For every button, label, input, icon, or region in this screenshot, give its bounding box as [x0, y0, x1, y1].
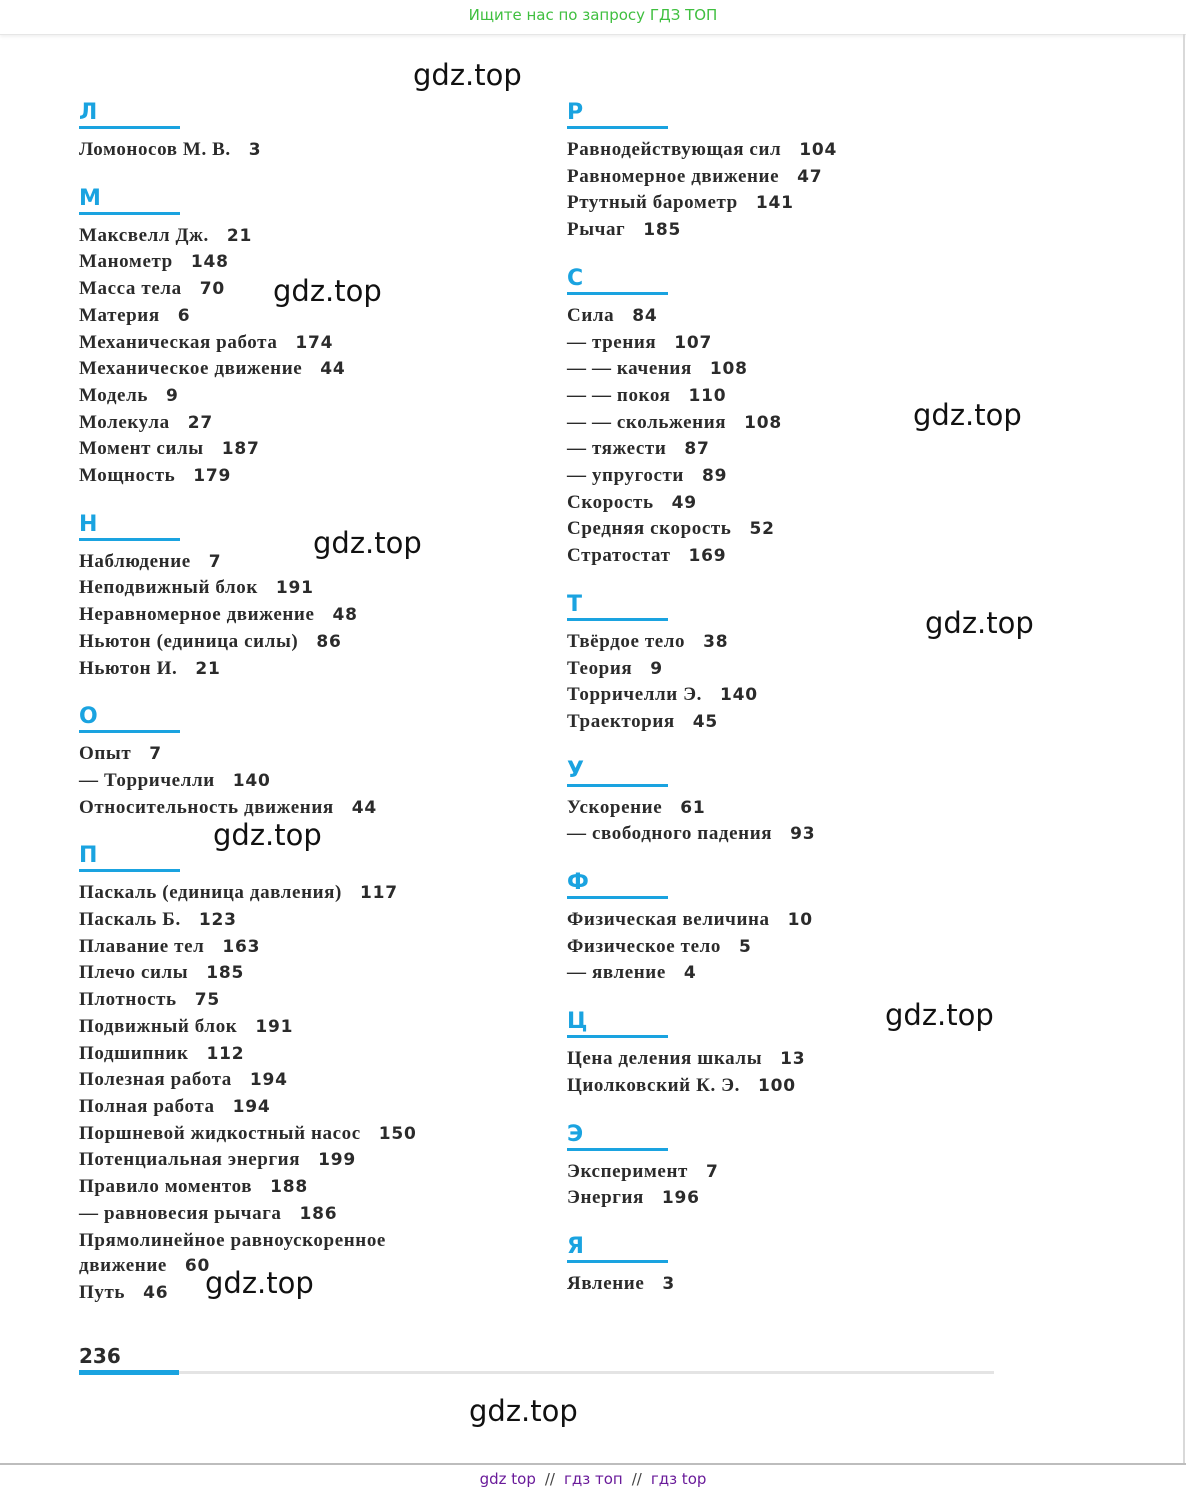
index-entry: [79, 602, 417, 629]
index-term: Средняя скорость: [567, 518, 732, 540]
index-page-ref: 199: [318, 1150, 356, 1171]
index-entry: [567, 1073, 837, 1100]
index-page-ref: 148: [190, 252, 229, 273]
section-letter: Э: [567, 1122, 668, 1151]
section-gap: [567, 736, 837, 758]
index-term: Физическая величина: [567, 909, 770, 931]
index-page-ref: 7: [149, 744, 162, 765]
index-term: Явление: [567, 1272, 645, 1294]
footer-link[interactable]: гдз top: [650, 1470, 707, 1488]
index-entry: [567, 190, 837, 217]
index-page-ref: 87: [684, 439, 710, 460]
search-banner: Ищите нас по запросу ГДЗ ТОП: [0, 0, 1186, 35]
index-page-ref: 89: [701, 466, 728, 487]
index-term: — тяжести: [567, 438, 667, 460]
index-entry: [79, 436, 417, 463]
index-entry: [567, 516, 837, 543]
section-letter: О: [79, 704, 180, 733]
index-term: Равнодействующая сил: [567, 139, 782, 160]
index-term: Рычаг: [567, 219, 626, 241]
index-term: — равновесия рычага: [79, 1202, 282, 1224]
index-page-ref: 9: [650, 658, 663, 679]
index-term: Наблюдение: [79, 550, 191, 572]
index-entry: [567, 330, 837, 357]
index-page-ref: 196: [661, 1188, 700, 1209]
index-page-ref: 48: [332, 605, 358, 626]
index-entry: [79, 1174, 417, 1201]
index-page-ref: 49: [671, 492, 697, 513]
footer-link[interactable]: gdz top: [479, 1470, 536, 1488]
section-letter: М: [79, 186, 180, 215]
index-entry: [567, 629, 837, 656]
index-entry: [79, 656, 417, 683]
index-term: Стратостат: [567, 545, 671, 567]
index-page-ref: 9: [166, 385, 179, 406]
index-term: движение: [79, 1255, 167, 1277]
section-gap: [567, 987, 837, 1009]
page-right-border: [1183, 34, 1185, 1464]
page-footer-rule: [179, 1371, 994, 1374]
index-term: Момент силы: [79, 438, 204, 460]
index-page-ref: 110: [688, 385, 727, 406]
index-term: — свободного падения: [567, 823, 773, 845]
index-page-ref: 46: [143, 1282, 169, 1303]
index-term: Ускорение: [567, 796, 663, 818]
section-letter: Т: [567, 592, 668, 621]
index-term: Энергия: [567, 1187, 644, 1209]
index-entry: [567, 709, 837, 736]
index-term: Полная работа: [79, 1095, 215, 1117]
index-entry: [79, 1014, 417, 1041]
index-page-ref: 185: [206, 963, 245, 984]
index-entry: [567, 436, 837, 463]
index-term: Цена деления шкалы: [567, 1048, 763, 1070]
index-term: Траектория: [567, 710, 675, 732]
index-term: — трения: [567, 331, 657, 353]
watermark: gdz.top: [213, 818, 322, 852]
index-entry: [567, 356, 837, 383]
index-page-ref: 185: [643, 220, 682, 241]
section-gap: [79, 490, 417, 512]
index-term: Подшипник: [79, 1042, 189, 1064]
section-letter: П: [79, 843, 180, 872]
section-letter: Н: [79, 512, 180, 541]
index-page-ref: 174: [295, 332, 334, 353]
index-entry: [79, 960, 417, 987]
index-entry: [79, 383, 417, 410]
index-page-ref: 100: [758, 1075, 796, 1096]
index-page-ref: 70: [199, 279, 225, 300]
index-entry: [567, 543, 837, 570]
index-term: Правило моментов: [79, 1176, 253, 1198]
index-term: — явление: [567, 962, 666, 984]
index-entry: [79, 934, 417, 961]
index-term: Мощность: [79, 465, 176, 487]
index-term: Поршневой жидкостный насос: [79, 1122, 361, 1144]
index-term: Паскаль Б.: [79, 909, 181, 931]
index-entry: [567, 1271, 837, 1298]
index-entry: [567, 907, 837, 934]
index-term: Равномерное движение: [567, 165, 780, 187]
section-letter: Л: [79, 100, 180, 129]
index-term: Материя: [79, 304, 160, 326]
index-page-ref: 191: [255, 1016, 294, 1037]
index-entry: [567, 303, 837, 330]
footer-divider: [0, 1463, 1186, 1465]
index-page-ref: 5: [738, 936, 752, 957]
index-term: Плотность: [79, 989, 177, 1011]
index-entry: [79, 463, 417, 490]
index-page-ref: 7: [208, 551, 222, 572]
index-entry: [567, 1185, 837, 1212]
section-gap: [567, 848, 837, 870]
index-entry: [79, 223, 417, 250]
watermark: gdz.top: [469, 1394, 578, 1428]
watermark: gdz.top: [313, 526, 422, 560]
index-page-ref: 6: [177, 305, 191, 326]
index-term: Циолковский К. Э.: [567, 1074, 740, 1096]
index-page-ref: 107: [674, 332, 713, 353]
index-entry: [567, 217, 837, 244]
section-gap: [79, 164, 417, 186]
index-entry: [567, 960, 837, 987]
page-number: 236: [79, 1344, 121, 1368]
index-term: Прямолинейное равноускоренное: [79, 1229, 386, 1251]
index-term: Максвелл Дж.: [79, 224, 209, 246]
index-page-ref: 52: [749, 519, 775, 540]
index-term: Относительность движения: [79, 796, 334, 818]
index-entry: [79, 356, 417, 383]
index-page-ref: 186: [299, 1203, 338, 1224]
index-entry: [567, 1046, 837, 1073]
index-page-ref: 191: [275, 578, 314, 599]
index-entry: [567, 682, 837, 709]
watermark: gdz.top: [885, 998, 994, 1032]
index-term: Теория: [567, 657, 633, 679]
index-term: Опыт: [79, 743, 132, 765]
section-gap: [567, 244, 837, 266]
index-column-right: [567, 100, 837, 1298]
index-term: — — качения: [567, 358, 692, 380]
index-entry: [79, 1121, 417, 1148]
index-entry: [79, 1228, 417, 1254]
index-page-ref: 169: [688, 546, 727, 567]
index-term: Путь: [79, 1281, 126, 1303]
index-page-ref: 194: [249, 1070, 288, 1091]
index-entry: [567, 410, 837, 437]
index-page-ref: 123: [198, 910, 237, 931]
index-page-ref: 13: [780, 1049, 806, 1070]
footer-separator: //: [544, 1470, 555, 1488]
index-entry: [79, 137, 417, 164]
index-page-ref: 61: [680, 797, 706, 818]
index-term: Ломоносов М. В.: [79, 139, 231, 160]
index-page-ref: 179: [193, 466, 232, 487]
index-page-ref: 108: [744, 412, 783, 433]
index-page-ref: 47: [797, 166, 823, 187]
index-page-ref: 4: [683, 963, 697, 984]
index-entry: [79, 249, 417, 276]
index-page-ref: 140: [720, 685, 758, 706]
index-term: Подвижный блок: [79, 1015, 238, 1037]
index-page-ref: 21: [226, 225, 253, 246]
index-entry: [567, 137, 837, 164]
index-term: Молекула: [79, 411, 170, 433]
index-page-ref: 44: [320, 359, 346, 380]
index-entry: [567, 463, 837, 490]
index-entry: [567, 934, 837, 961]
section-gap: [567, 570, 837, 592]
index-page-ref: 117: [359, 883, 398, 904]
index-entry: [79, 410, 417, 437]
index-page-ref: 75: [194, 990, 220, 1011]
index-term: Ньютон И.: [79, 657, 178, 679]
section-letter: Ц: [567, 1009, 668, 1038]
index-term: — Торричелли: [79, 769, 215, 791]
watermark: gdz.top: [925, 606, 1034, 640]
index-entry: [79, 987, 417, 1014]
index-entry: [79, 1201, 417, 1228]
index-page-ref: 93: [790, 824, 816, 845]
index-term: Торричелли Э.: [567, 684, 703, 706]
index-page-ref: 86: [316, 631, 342, 652]
index-page-ref: 3: [662, 1273, 675, 1294]
index-page-ref: 45: [692, 711, 719, 732]
index-term: Механическая работа: [79, 331, 278, 353]
section-letter: С: [567, 266, 668, 295]
index-entry: [567, 795, 837, 822]
index-term: Неравномерное движение: [79, 604, 315, 626]
section-letter: Ф: [567, 870, 668, 899]
index-term: Плавание тел: [79, 935, 205, 957]
index-term: Паскаль (единица давления): [79, 882, 342, 904]
index-term: Сила: [567, 304, 615, 326]
footer-links: [0, 1470, 1186, 1488]
section-letter: У: [567, 758, 668, 787]
index-entry: [79, 330, 417, 357]
index-page-ref: 141: [755, 193, 794, 214]
index-term: Модель: [79, 384, 148, 406]
index-entry: [79, 1147, 417, 1174]
index-term: — — скольжения: [567, 411, 727, 433]
index-entry: [567, 164, 837, 191]
index-term: Полезная работа: [79, 1069, 232, 1091]
index-entry: [79, 880, 417, 907]
page-number-underline: [79, 1370, 179, 1375]
index-entry: [567, 490, 837, 517]
index-term: Эксперимент: [567, 1160, 688, 1182]
index-entry: [79, 768, 417, 795]
section-gap: [567, 1100, 837, 1122]
index-term: — — покоя: [567, 384, 671, 406]
index-term: Масса тела: [79, 278, 182, 300]
section-letter: Я: [567, 1234, 668, 1263]
footer-link[interactable]: гдз топ: [563, 1470, 623, 1488]
index-term: Манометр: [79, 251, 173, 273]
index-page-ref: 108: [709, 359, 748, 380]
index-page-ref: 187: [221, 439, 260, 460]
index-page-ref: 10: [787, 910, 813, 931]
index-term: Плечо силы: [79, 962, 189, 984]
index-entry: [567, 821, 837, 848]
index-term: Ньютон (единица силы): [79, 630, 299, 652]
index-page-ref: 84: [632, 305, 658, 326]
index-entry: [79, 575, 417, 602]
index-entry: [79, 1067, 417, 1094]
index-term: Твёрдое тело: [567, 630, 686, 652]
index-page-ref: 60: [184, 1256, 211, 1277]
index-term: — упругости: [567, 465, 684, 487]
index-page-ref: 140: [232, 770, 271, 791]
index-term: Потенциальная энергия: [79, 1149, 301, 1171]
section-letter: Р: [567, 100, 668, 129]
index-entry: [79, 1041, 417, 1068]
index-page-ref: 150: [378, 1123, 417, 1144]
index-entry: [79, 741, 417, 768]
index-term: Скорость: [567, 491, 654, 513]
watermark: gdz.top: [913, 398, 1022, 432]
index-entry: [79, 629, 417, 656]
index-page-ref: 188: [270, 1177, 308, 1198]
index-page-ref: 21: [195, 658, 221, 679]
section-gap: [567, 1212, 837, 1234]
index-entry: [567, 656, 837, 683]
index-page-ref: 44: [351, 797, 378, 818]
index-term: Механическое движение: [79, 358, 303, 380]
index-entry: [79, 1094, 417, 1121]
index-page-ref: 163: [222, 936, 261, 957]
watermark: gdz.top: [273, 274, 382, 308]
index-term: Ртутный барометр: [567, 192, 738, 214]
watermark: gdz.top: [413, 58, 522, 92]
index-page-ref: 112: [206, 1043, 245, 1064]
index-term: Неподвижный блок: [79, 577, 258, 599]
index-page-ref: 104: [799, 140, 838, 160]
watermark: gdz.top: [205, 1266, 314, 1300]
index-entry: [567, 383, 837, 410]
index-entry: [567, 1159, 837, 1186]
index-page-ref: 27: [187, 412, 213, 433]
section-gap: [79, 682, 417, 704]
index-page-ref: 194: [232, 1096, 271, 1117]
index-page-ref: 3: [248, 140, 262, 160]
footer-separator: //: [631, 1470, 642, 1488]
index-page-ref: 7: [705, 1161, 719, 1182]
index-term: Физическое тело: [567, 935, 721, 957]
index-entry: [79, 907, 417, 934]
index-page-ref: 38: [703, 631, 729, 652]
